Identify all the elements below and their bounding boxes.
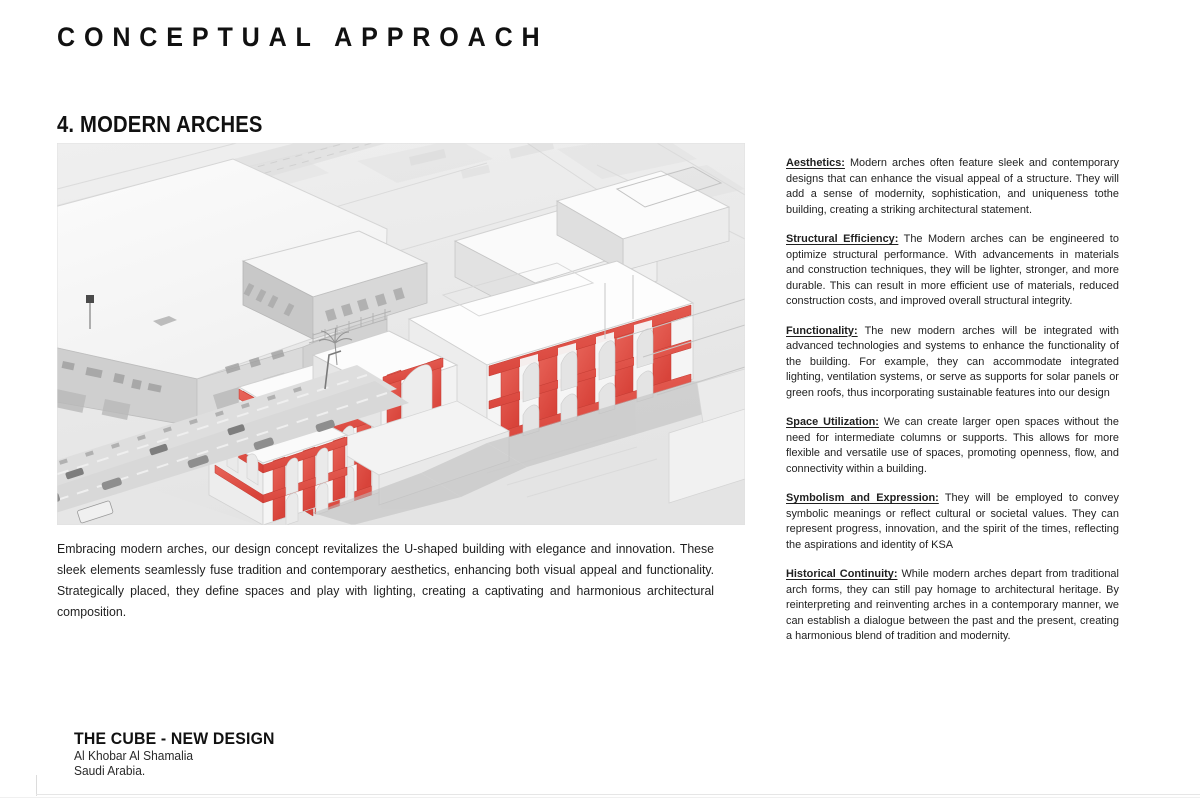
benefit-lede: Historical Continuity: bbox=[786, 568, 898, 581]
benefit-body: While modern arches depart from traditional arch forms, they can still pay homage to architectural heritage. By reinterpreting and reinventing arches in a contemporary manner, we can establish a dialogue between the past and the present, creating a harmonious blend of tradition and modernity. bbox=[786, 568, 1119, 643]
page-title: CONCEPTUAL APPROACH bbox=[57, 22, 549, 52]
benefits-list bbox=[786, 145, 1124, 645]
project-name: THE CUBE - NEW DESIGN bbox=[74, 729, 275, 748]
aerial-architectural-render bbox=[57, 143, 745, 525]
page-frame-vertical-rule bbox=[36, 775, 37, 796]
benefit-lede: Symbolism and Expression: bbox=[786, 492, 939, 505]
benefit-item bbox=[786, 415, 1119, 477]
benefit-item bbox=[786, 491, 1119, 553]
render-illustration bbox=[57, 143, 745, 525]
benefit-body: They will be employed to convey symbolic meanings or reflect cultural or societal values. They can represent progress, innovation, and the spirit of the times, reflecting the aspirations and identity of KSA bbox=[786, 492, 1119, 551]
benefit-item bbox=[786, 156, 1119, 218]
benefit-lede: Aesthetics: bbox=[786, 157, 845, 170]
page-bottom-edge-rule bbox=[0, 797, 1200, 798]
benefit-item bbox=[786, 567, 1119, 645]
benefit-lede: Space Utilization: bbox=[786, 416, 879, 429]
benefit-item bbox=[786, 232, 1119, 310]
benefit-body: The Modern arches can be engineered to optimize structural performance. With advancements in materials and construction techniques, they will be lighter, stronger, and more durable. This can result in more efficient use of materials, reduced construction costs, and improved overall structural integrity. bbox=[786, 233, 1119, 308]
image-caption: Embracing modern arches, our design concept revitalizes the U-shaped building with elegance and innovation. These sleek elements seamlessly fuse tradition and contemporary aesthetics, enhancing both visual appeal and functionality. Strategically placed, they define spaces and play with lighting, creating a captivating and harmonious architectural composition. bbox=[57, 541, 715, 619]
benefit-lede: Structural Efficiency: bbox=[786, 233, 899, 246]
benefit-body: The new modern arches will be integrated with advanced technologies and systems to enhance the functionality of the building. For example, they can accommodate integrated lighting, ventilation systems, or serve as supports for solar panels or green roofs, thus incorporating sustainable features into our design bbox=[786, 324, 1119, 399]
benefit-lede: Functionality: bbox=[786, 324, 858, 337]
benefit-body: Modern arches often feature sleek and contemporary designs that can enhance the visual appeal of a structure. They will add a sense of modernity, sophistication, and uniqueness tothe building, creating a striking architectural statement. bbox=[786, 157, 1119, 216]
project-location-line-1: Al Khobar Al Shamalia bbox=[74, 749, 194, 763]
benefit-body: We can create larger open spaces without the need for intermediate columns or supports. This allows for more flexible and versatile use of spaces, promoting openness, flow, and connectivity within a building. bbox=[786, 416, 1119, 475]
footer-block bbox=[74, 729, 290, 778]
benefit-item bbox=[786, 324, 1119, 402]
section-heading: 4. MODERN ARCHES bbox=[57, 111, 263, 137]
page-frame-horizontal-rule bbox=[36, 794, 1200, 795]
project-location-line-2: Saudi Arabia. bbox=[74, 763, 146, 778]
